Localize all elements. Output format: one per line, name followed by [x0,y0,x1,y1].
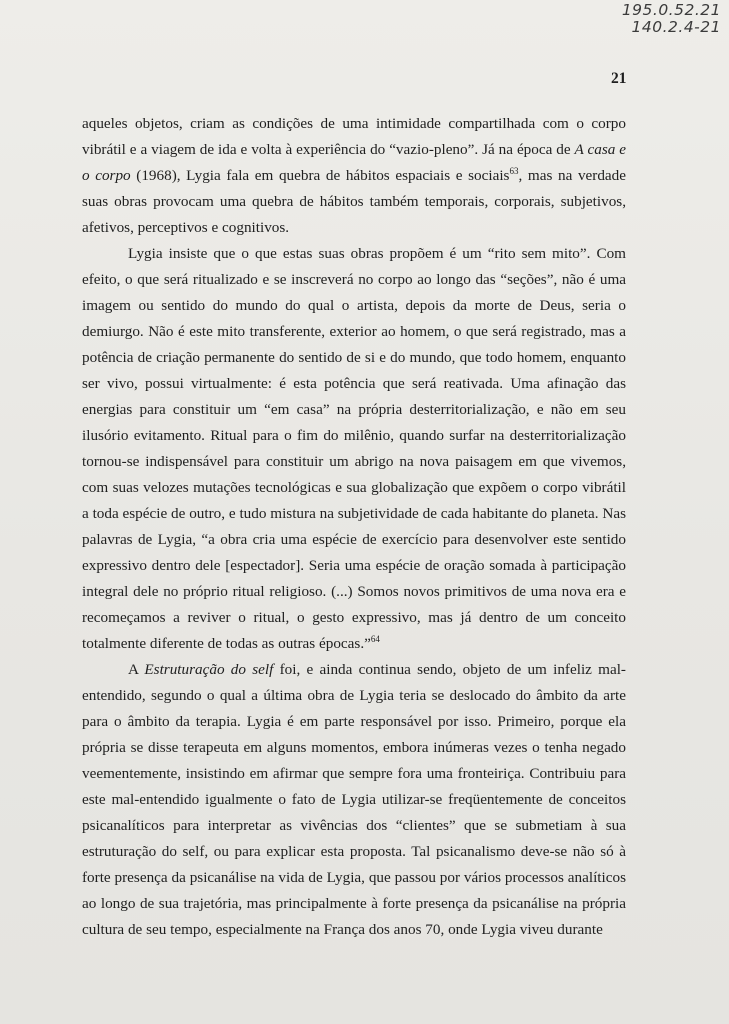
paragraph-1-text-b: (1968), Lygia fala em quebra de hábitos espaciais e sociais [130,167,510,184]
footnote-marker-64: 64 [370,634,380,644]
paragraph-1 [82,111,626,241]
body-text [82,111,626,943]
paragraph-1-text-a: aqueles objetos, criam as condições de uma intimidade compartilhada com o corpo vibrátil e a viagem de ida e volta à experiência do “vazio-pleno”. Já na época de [82,115,626,158]
paragraph-3-text-a: A [128,661,145,678]
footnote-marker-63: 63 [509,166,519,176]
page-number: 21 [611,70,627,87]
handwritten-annotation [622,2,721,36]
handwritten-line-2: 140.2.4-21 [631,18,721,36]
paragraph-3-text-b: foi, e ainda continua sendo, objeto de um infeliz mal-entendido, segundo o qual a última obra de Lygia teria se deslocado do âmbito da arte para o âmbito da terapia. Lygia é em parte responsável por isso. Primeiro, porque ela própria se disse terapeuta em alguns momentos, embora inúmeras vezes o tenha negado veementemente, insistindo em afirmar que sempre fora uma fronteiriça. Contribuiu para este mal-entendido igualmente o fato de Lygia utilizar-se freqüentemente de conceitos psicanalíticos para interpretar as vivências dos “clientes” que se submetiam à sua estruturação do self, ou para explicar esta proposta. Tal psicanalismo deve-se não só à forte presença da psicanálise na vida de Lygia, que passou por vários processos analíticos ao longo de sua trajetória, mas principalmente à forte presença da psicanálise na própria cultura de seu tempo, especialmente na França dos anos 70, onde Lygia viveu durante [82,661,626,938]
paragraph-3-italic-title: Estruturação do self [144,661,274,678]
paragraph-2 [82,241,626,657]
handwritten-line-1: 195.0.52.21 [621,1,721,19]
paragraph-3 [82,657,626,943]
paragraph-1-italic-title: A casa e o corpo [82,141,626,184]
paragraph-1-text-c: , mas na verdade suas obras provocam uma quebra de hábitos também temporais, corporais, subjetivos, afetivos, perceptivos e cognitivos. [82,167,627,236]
paragraph-2-text: Lygia insiste que o que estas suas obras propõem é um “rito sem mito”. Com efeito, o que será ritualizado e se inscreverá no corpo ao longo das “seções”, não é uma imagem ou sentido do mundo do qual o artista, depois da morte de Deus, seria o demiurgo. Não é este mito transferente, exterior ao homem, o que será registrado, mas a potência de criação permanente do sentido de si e do mundo, que todo homem, enquanto ser vivo, possui virtualmente: é esta potência que será reativada. Uma afinação das energias para constituir um “em casa” na própria desterritorialização, e não em seu ilusório evitamento. Ritual para o fim do milênio, quando surfar na desterritorialização tornou-se indispensável para constituir um abrigo na nova paisagem em que vivemos, com suas velozes mutações tecnológicas e sua globalização que expõem o corpo vibrátil a toda espécie de outro, e tudo mistura na subjetividade de cada habitante do planeta. Nas palavras de Lygia, “a obra cria uma espécie de exercício para desenvolver este sentido expressivo dentro dele [espectador]. Seria uma espécie de oração somada à participação integral dele no próprio ritual religioso. (...) Somos novos primitivos de uma nova era e recomeçamos a reviver o ritual, o gesto expressivo, mas já dentro de um conceito totalmente diferente de todas as outras épocas.” [82,245,626,652]
